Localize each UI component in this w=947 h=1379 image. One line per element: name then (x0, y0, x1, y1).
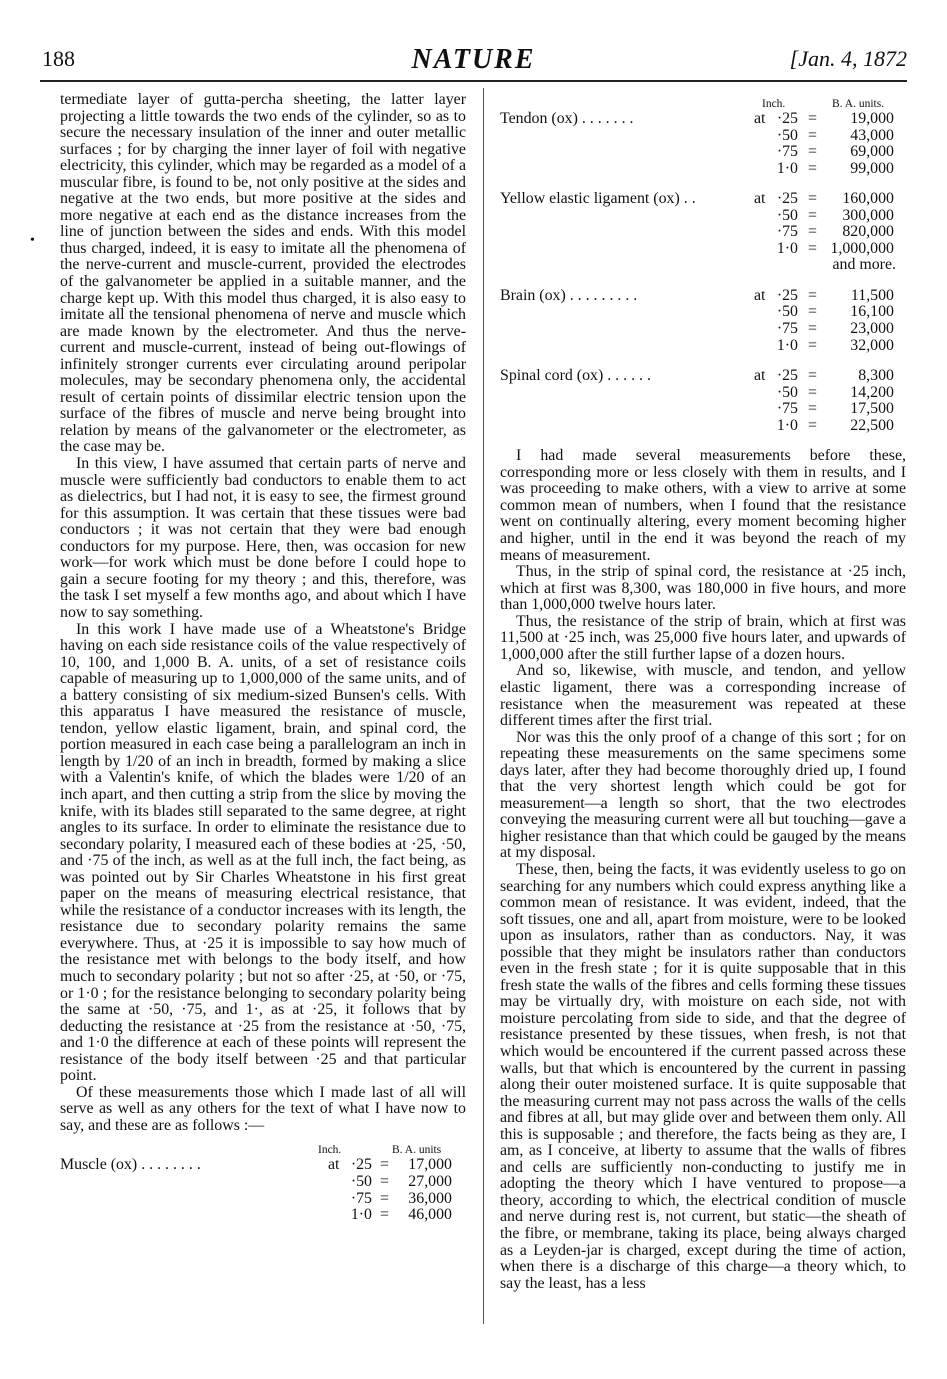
units-value: 99,000 (850, 159, 894, 177)
inch-value: ·50 (776, 303, 798, 321)
inch-value: ·75 (776, 223, 798, 241)
table-row (500, 161, 906, 178)
table-row (60, 1191, 466, 1208)
page-number: 188 (42, 46, 75, 71)
units-value: 820,000 (842, 223, 894, 241)
page-header (40, 44, 907, 76)
table-note (500, 257, 906, 274)
units-value: 46,000 (408, 1206, 452, 1224)
row-label: Muscle (ox) . . . . . . . . (60, 1156, 201, 1174)
equals: = (808, 416, 817, 434)
ligament-group (500, 191, 906, 274)
row-label: Yellow elastic ligament (ox) . . (500, 190, 696, 208)
units-value: 14,200 (850, 383, 894, 401)
equals: = (380, 1206, 389, 1224)
inch-value: ·25 (776, 110, 798, 127)
inch-value: ·50 (350, 1173, 372, 1190)
inch-value: ·75 (776, 320, 798, 338)
brain-group (500, 288, 906, 354)
table-header (500, 94, 906, 111)
inch-value: ·50 (776, 383, 798, 401)
units-value: 300,000 (842, 206, 894, 224)
at-label: at (754, 110, 766, 127)
table-row (500, 338, 906, 355)
muscle-table (60, 1140, 466, 1223)
inch-value: 1·0 (776, 159, 798, 177)
equals: = (808, 126, 817, 144)
equals: = (380, 1156, 389, 1174)
equals: = (808, 159, 817, 177)
inch-value: ·50 (776, 126, 798, 144)
units-value: 22,500 (850, 416, 894, 434)
paragraph: In this work I have made use of a Wheatstone's Bridge having on each side resistance coils of the value respectively of 10, 100, and 1,000 B. A. units, of a set of resistance coils capable of measuring up to 1,000,000 of the same units, and of a battery consisting of six medium-sized Bunsen's cells. With this apparatus I have measured the resistance of muscle, tendon, yellow elastic ligament, brain, and spinal cord, the portion measured in each case being a parallelogram an inch in length by 1/20 of an inch in breadth, formed by making a slice with a Valentin's knife, of which the blades were 1/20 of an inch apart, and then cutting a strip from the slice by moving the knife, with its blades still separated to the same degree, at right angles to its surface. In order to eliminate the resistance due to secondary polarity, I measured each of these bodies at ·25, ·50, and ·75 of the inch, as well as at the full inch, the fact being, as was pointed out by Sir Charles Wheatstone in his first great paper on the means of measuring electrical resistance, that while the resistance of a conductor increases with its length, the resistance due to secondary polarity remains the same everywhere. Thus, at ·25 it is impossible to say how much of the resistance met with belongs to the body itself, and how much to secondary polarity ; but not so after ·25, at ·50, or ·75, or 1·0 ; for the resistance belonging to secondary polarity being the same at ·50, ·75, and 1·, as at ·25, it follows that by deducting the resistance at ·25 from the resistance at ·50, ·75, and 1·0 the difference at each of these points will represent the resistance of the body itself between ·25 and that particular point. (60, 620, 466, 1085)
units-value: 27,000 (408, 1173, 452, 1190)
equals: = (808, 110, 817, 127)
table-row (500, 304, 906, 321)
table-row (500, 144, 906, 161)
equals: = (808, 206, 817, 224)
paragraph: termediate layer of gutta-percha sheeting, the latter layer projecting a little towards the two ends of the cylinder, so as to secure the necessary insulation of the inner and outer metallic surfaces ; for by charging the inner layer of foil with negative electricity, this cylinder, which may be regarded as a model of a muscular fibre, is found to be, not only positive at the sides and negative at the two ends, but more positive at the sides and more negative at each end as the distance increases from the line of junction between the sides and ends. With this model thus charged, indeed, it is easy to imitate all the phenomena of the nerve-current and muscle-current, provided the electrodes of the galvanometer be applied in a suitable manner, and the charge kept up. With this model thus charged, it is also easy to imitate all the tensional phenomena of nerve and muscle which are made known by the electrometer. And thus the nerve-current and muscle-current, instead of being out-flowings of infinitely stronger currents ever circulating around peripolar molecules, may be secondary phenomena only, the accidental result of certain points of dissimilar electric tension upon the surface of the fibres of muscle and nerve being brought into relation by means of the galvanometer or the electrometer, as the case may be. (60, 91, 466, 456)
equals: = (808, 190, 817, 208)
units-value: 11,500 (850, 286, 894, 304)
units-value: 19,000 (850, 110, 894, 127)
right-column (500, 94, 906, 1292)
units-value: 23,000 (850, 320, 894, 338)
inch-value: 1·0 (350, 1206, 372, 1224)
equals: = (808, 383, 817, 401)
column-divider (483, 88, 484, 1324)
paragraph: Thus, the resistance of the strip of brain, which at first was 11,500 at ·25 inch, was 25,000 five hours later, and upwards of 1,000,000 after the still further lapse of a dozen hours. (500, 612, 906, 663)
equals: = (808, 336, 817, 354)
inch-value: ·75 (776, 400, 798, 418)
muscle-group (60, 1157, 466, 1223)
units-value: 32,000 (850, 336, 894, 354)
issue-date: [Jan. 4, 1872 (789, 46, 907, 71)
col-inch-header: Inch. (318, 1144, 342, 1157)
equals: = (380, 1173, 389, 1190)
table-row (500, 111, 906, 128)
equals: = (808, 239, 817, 257)
inch-value: 1·0 (776, 336, 798, 354)
equals: = (808, 320, 817, 338)
col-inch-header: Inch. (762, 98, 786, 110)
margin-mark: • (30, 233, 35, 248)
inch-value: ·75 (776, 143, 798, 161)
table-row (500, 241, 906, 258)
inch-value: 1·0 (776, 239, 798, 257)
at-label: at (754, 286, 766, 304)
table-row (60, 1207, 466, 1224)
units-value: 17,000 (408, 1156, 452, 1174)
table-row (500, 191, 906, 208)
units-value: 16,100 (850, 303, 894, 321)
left-column (60, 92, 466, 1224)
paragraph: Thus, in the strip of spinal cord, the resistance at ·25 inch, which at first was 8,300, was 180,000 in five hours, and more than 1,000,000 twelve hours later. (500, 563, 906, 614)
inch-value: ·75 (350, 1189, 372, 1207)
units-value: 36,000 (408, 1189, 452, 1207)
equals: = (808, 143, 817, 161)
table-row (500, 224, 906, 241)
table-row (500, 208, 906, 225)
equals: = (808, 400, 817, 418)
table-row (60, 1174, 466, 1191)
paragraph: I had made several measurements before these, corresponding more or less closely with them in results, and I was proceeding to make others, with a view to arrive at some common mean of numbers, when I found that the resistance went on continually altering, every moment becoming higher and higher, until in the end it was beyond the reach of my means of measurement. (500, 447, 906, 564)
equals: = (380, 1189, 389, 1207)
equals: = (808, 367, 817, 385)
equals: = (808, 303, 817, 321)
inch-value: ·25 (350, 1156, 372, 1174)
paragraph: Nor was this the only proof of a change of this sort ; for on repeating these measurements on the same specimens some days later, after they had become thoroughly dried up, I found that the very shortest length which could be got for measurement—a length so short, that the two electrodes conveying the measuring current were all but touching—gave a higher resistance than that which could be gauged by the means at my disposal. (500, 728, 906, 862)
at-label: at (754, 367, 766, 385)
inch-value: ·50 (776, 206, 798, 224)
inch-value: ·25 (776, 286, 798, 304)
units-value: 160,000 (842, 190, 894, 208)
equals: = (808, 223, 817, 241)
row-label: Tendon (ox) . . . . . . . (500, 110, 634, 127)
journal-title: NATURE (411, 44, 536, 75)
units-value: 1,000,000 (830, 239, 894, 257)
col-units-header: B. A. units. (832, 98, 885, 110)
table-header (60, 1140, 466, 1157)
units-value: 8,300 (858, 367, 894, 385)
at-label: at (328, 1156, 340, 1174)
inch-value: ·25 (776, 190, 798, 208)
tendon-group (500, 111, 906, 177)
table-row (500, 288, 906, 305)
equals: = (808, 286, 817, 304)
table-row (500, 385, 906, 402)
tissue-table (500, 94, 906, 434)
units-value: 17,500 (850, 400, 894, 418)
col-units-header: B. A. units (392, 1144, 442, 1157)
table-row (60, 1157, 466, 1174)
table-row (500, 128, 906, 145)
units-value: 69,000 (850, 143, 894, 161)
header-rule (40, 80, 907, 82)
table-row (500, 401, 906, 418)
paragraph: And so, likewise, with muscle, and tendon, and yellow elastic ligament, there was a corresponding increase of resistance when the measurement was repeated at these different times after the first trial. (500, 662, 906, 730)
at-label: at (754, 190, 766, 208)
paragraph: These, then, being the facts, it was evidently useless to go on searching for any numbers which could express anything like a common mean of resistance. It was evident, indeed, that the soft tissues, one and all, apart from moisture, were to be looked upon as insulators, rather than as conductors. Nay, it was possible that they might be insulators rather than conductors even in the fresh state ; for it is quite supposable that in this fresh state the walls of the fibres and cells forming these tissues may be virtually dry, with moisture on each side, not with moisture percolating from side to side, and that the degree of resistance presented by these tissues, when fresh, is not that which would be encountered if the current passed across these walls, but that which is encountered by the current in passing along their outer moistened surface. It is quite supposable that the measuring current may not pass across the walls of the cells and fibres at all, but may glide over and between them only. All this is supposable ; and therefore, the facts being as they are, I am, as I conceive, at liberty to assume that the walls of fibres and cells are sufficiently non-conducting to justify me in adopting the theory which I have ventured to propose—a theory, according to which, the electrical condition of muscle and nerve during rest is, not current, but static—the sheath of the fibre, or membrane, taking its place, being always charged as a Leyden-jar is charged, except during the time of action, when there is a discharge of this charge—a theory which, to say the least, has a less (500, 860, 906, 1292)
and-more-note: and more. (832, 256, 896, 274)
spinal-cord-group (500, 368, 906, 434)
table-row (500, 321, 906, 338)
row-label: Spinal cord (ox) . . . . . . (500, 367, 651, 385)
paragraph: In this view, I have assumed that certain parts of nerve and muscle were sufficiently bad conductors to enable them to act as dielectrics, but I had not, it is easy to see, the firmest ground for this assumption. It was certain that these tissues were bad conductors ; it was not certain that they were bad enough conductors for my purpose. Here, then, was occasion for new work—for work which must be done before I could hope to gain a secure footing for my theory ; and this, therefore, was the task I set myself a few months ago, and about which I have now to say something. (60, 455, 466, 621)
table-row (500, 368, 906, 385)
paragraph: Of these measurements those which I made last of all will serve as well as any others for the text of what I have now to say, and these are as follows :— (60, 1083, 466, 1134)
table-row (500, 418, 906, 435)
units-value: 43,000 (850, 126, 894, 144)
inch-value: ·25 (776, 367, 798, 385)
row-label: Brain (ox) . . . . . . . . . (500, 286, 638, 304)
inch-value: 1·0 (776, 416, 798, 434)
